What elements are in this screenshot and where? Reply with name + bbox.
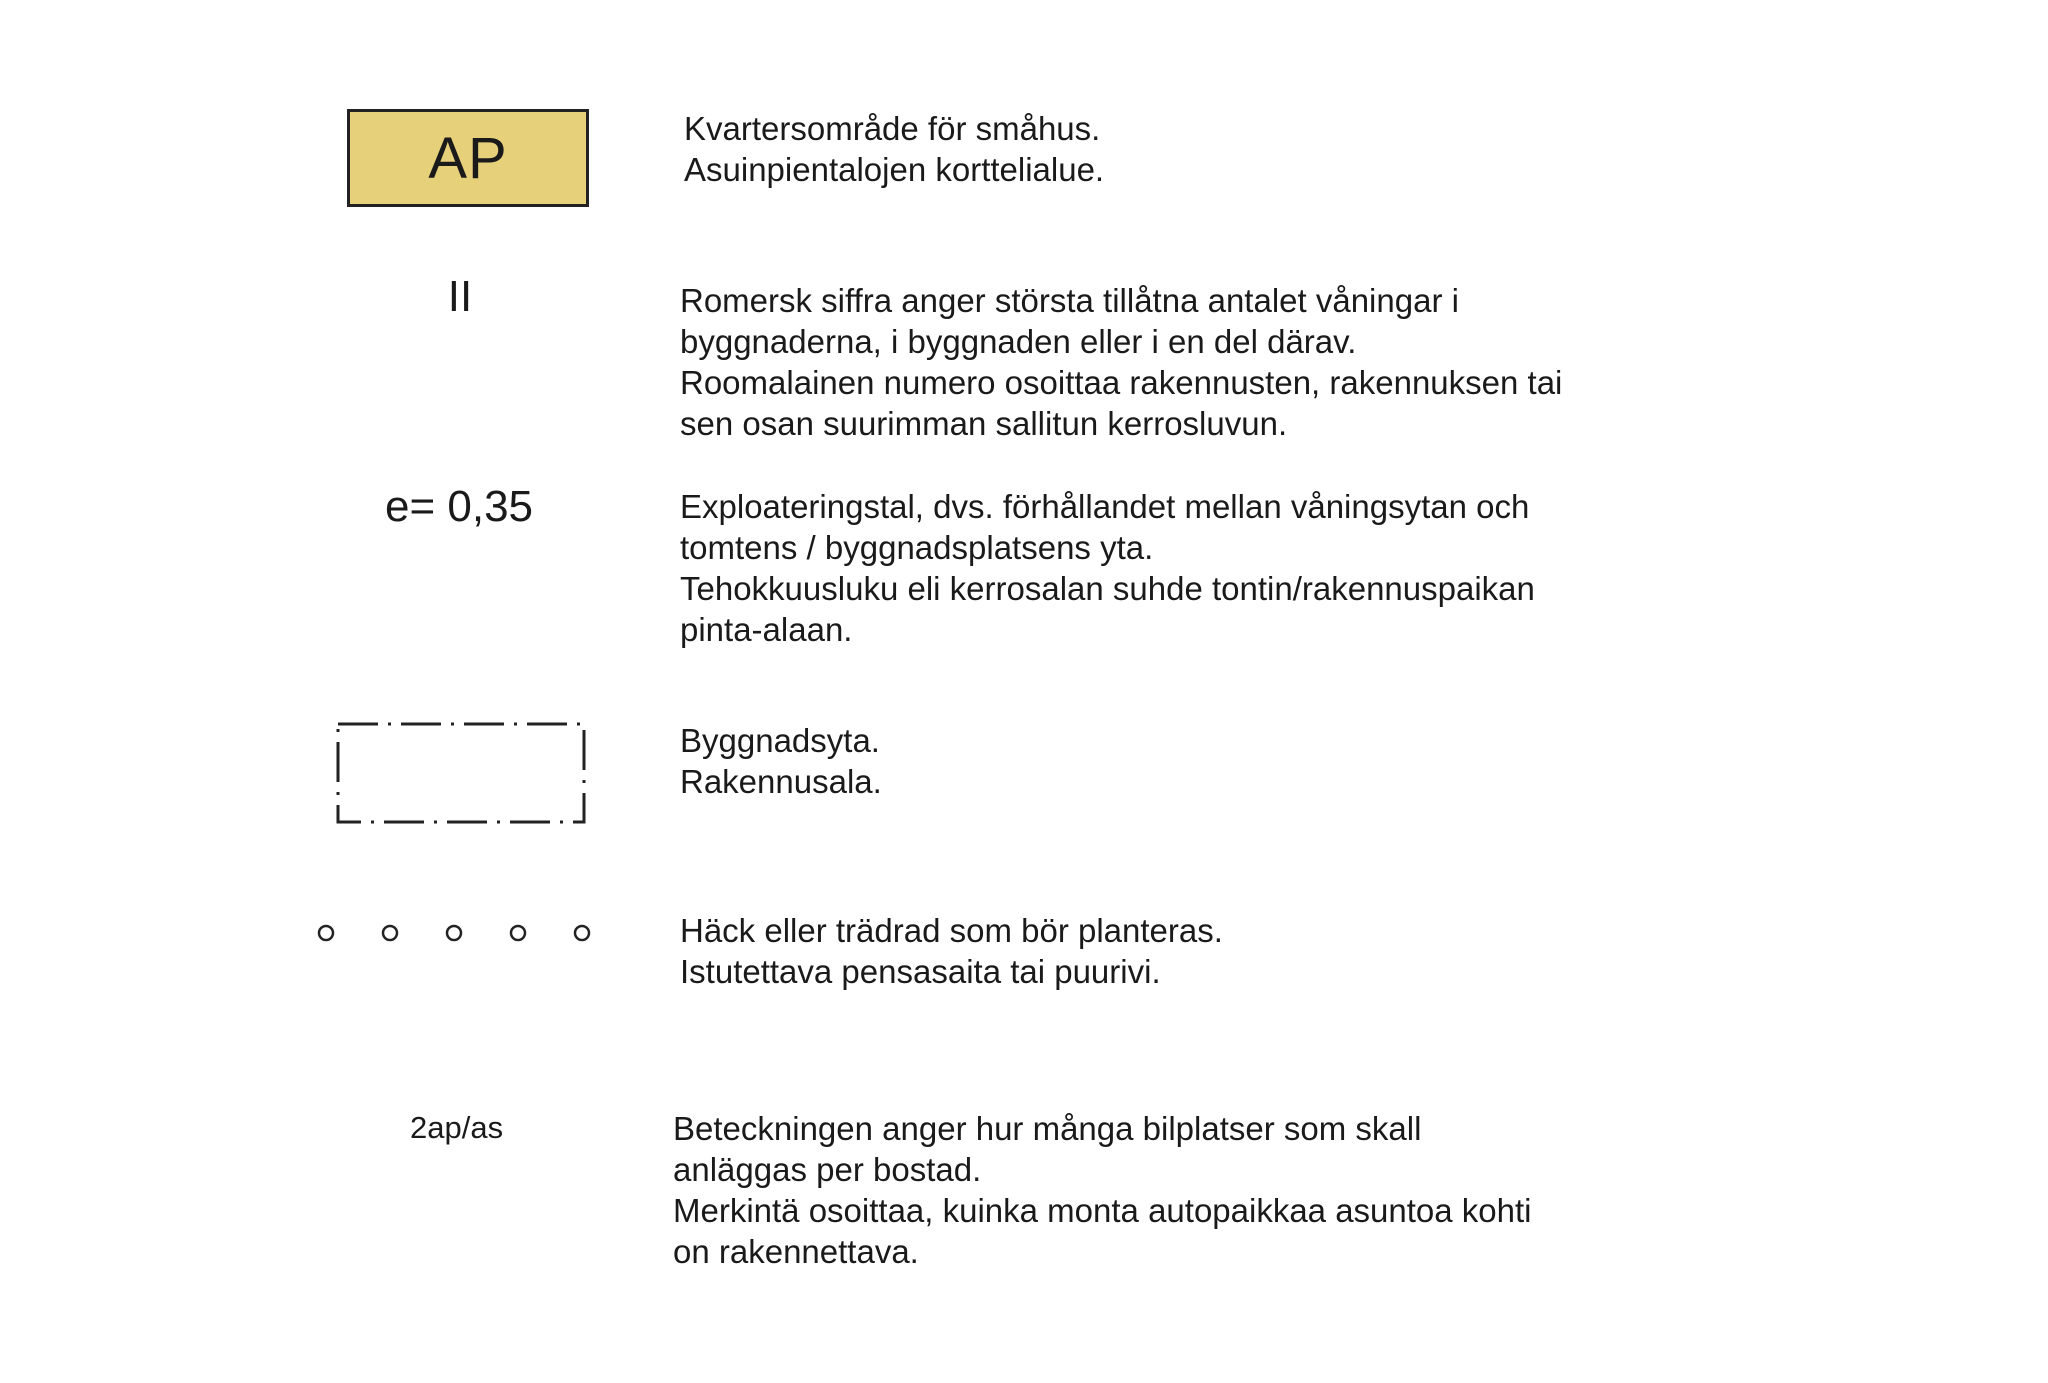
legend-description <box>680 720 882 802</box>
description-line: Merkintä osoittaa, kuinka monta autopaikkaa asuntoa kohti <box>673 1192 1532 1229</box>
legend-description <box>684 108 1104 190</box>
description-line: sen osan suurimman sallitun kerrosluvun. <box>680 405 1288 442</box>
parking-symbol: 2ap/as <box>410 1110 504 1145</box>
legend-description <box>680 280 1562 444</box>
description-line: anläggas per bostad. <box>673 1151 982 1188</box>
circle-row-icon <box>312 918 602 948</box>
description-line: pinta-alaan. <box>680 611 853 648</box>
description-line: byggnaderna, i byggnaden eller i en del därav. <box>680 323 1357 360</box>
description-line: Beteckningen anger hur många bilplatser som skall <box>673 1110 1422 1147</box>
description-line: Istutettava pensasaita tai puurivi. <box>680 953 1161 990</box>
description-line: Tehokkuusluku eli kerrosalan suhde tontin/rakennuspaikan <box>680 570 1535 607</box>
description-line: Byggnadsyta. <box>680 722 880 759</box>
description-line: Kvartersområde för småhus. <box>684 110 1101 147</box>
description-line: on rakennettava. <box>673 1233 919 1270</box>
legend-description <box>680 910 1223 992</box>
description-line: Exploateringstal, dvs. förhållandet mellan våningsytan och <box>680 488 1530 525</box>
efficiency-ratio-symbol: e= 0,35 <box>385 482 534 531</box>
legend-description <box>673 1108 1532 1272</box>
dash-dot-rectangle-icon <box>336 722 588 826</box>
description-line: Häck eller trädrad som bör planteras. <box>680 912 1223 949</box>
description-line: Romersk siffra anger största tillåtna antalet våningar i <box>680 282 1459 319</box>
floor-count-symbol: II <box>447 272 473 321</box>
legend-description <box>680 486 1535 650</box>
description-line: Roomalainen numero osoittaa rakennusten, rakennuksen tai <box>680 364 1563 401</box>
description-line: Asuinpientalojen korttelialue. <box>684 151 1105 188</box>
description-line: tomtens / byggnadsplatsens yta. <box>680 529 1154 566</box>
zone-symbol-ap: AP <box>347 109 589 207</box>
description-line: Rakennusala. <box>680 763 882 800</box>
